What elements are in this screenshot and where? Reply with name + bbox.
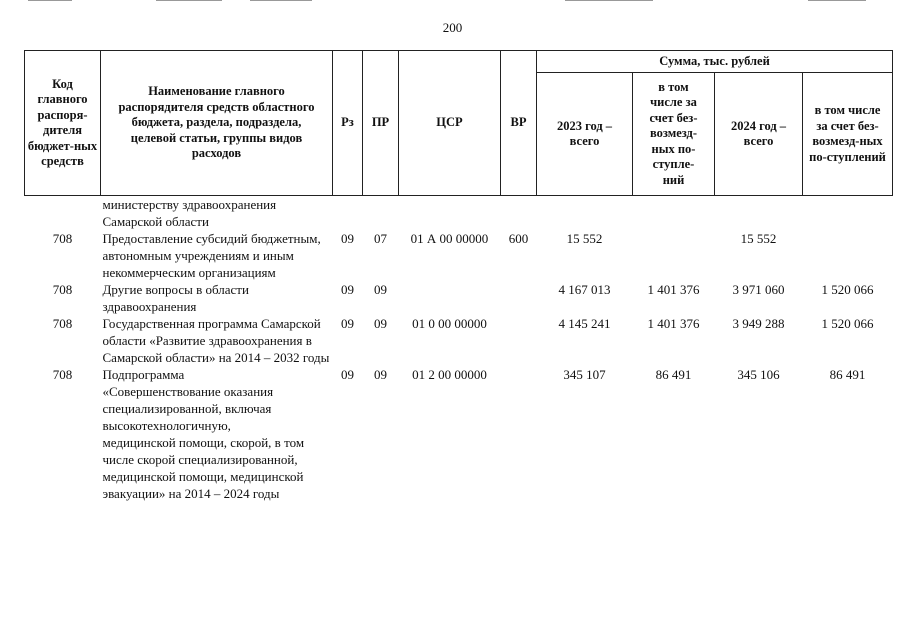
cell-pr [363,196,399,231]
cell-vr [501,315,537,366]
cell-vr [501,196,537,231]
header-2024-grants: в том числе за счет без-возмезд-ных по-ступлений [803,73,893,196]
header-vr: ВР [501,51,537,196]
scan-edge-marks [0,0,905,4]
cell-2023-grants: 1 401 376 [647,316,700,331]
cell-pr: 09 [374,282,387,297]
cell-code: 708 [52,316,73,331]
cell-2024-grants [803,196,893,231]
cell-csr [399,281,501,315]
header-sum: Сумма, тыс. рублей [537,51,893,73]
cell-vr [501,281,537,315]
cell-csr: 01 2 00 00000 [412,367,487,382]
cell-csr: 01 А 00 00000 [410,231,489,246]
cell-pr: 09 [374,316,387,331]
cell-2023-total: 4 145 241 [558,316,611,331]
cell-name: министерству здравоохранения Самарской области [102,197,277,229]
cell-2024-total: 3 971 060 [732,282,785,297]
cell-2023-grants: 1 401 376 [647,282,700,297]
cell-rz: 09 [341,367,354,382]
cell-vr: 600 [508,231,529,246]
cell-2023-grants [633,196,715,231]
header-2023-grants: в том числе за счет без-возмезд-ных по-ступле-ний [633,73,715,196]
cell-csr [399,196,501,231]
cell-2024-grants: 1 520 066 [821,316,874,331]
header-name: Наименование главного распорядителя средств областного бюджета, раздела, подраздела, целевой статьи, группы видов расходов [101,51,333,196]
cell-rz: 09 [341,231,354,246]
cell-2023-grants: 86 491 [655,367,692,382]
table-row-continuation [25,196,893,231]
header-csr: ЦСР [399,51,501,196]
cell-2023-total [537,196,633,231]
cell-2023-total: 345 107 [563,367,606,382]
header-2024-total: 2024 год – всего [715,73,803,196]
cell-code [25,196,101,231]
page-number: 200 [442,20,463,35]
table-row [25,366,893,502]
cell-code: 708 [52,367,73,382]
cell-rz: 09 [341,316,354,331]
cell-code: 708 [52,282,73,297]
cell-2024-grants: 1 520 066 [821,282,874,297]
cell-pr: 07 [374,231,387,246]
cell-code: 708 [52,231,73,246]
cell-2024-total: 3 949 288 [732,316,785,331]
cell-name: Предоставление субсидий бюджетным, автономным учреждениям и иным некоммерческим организациям [102,231,321,280]
cell-name: Подпрограмма «Совершенствование оказания специализированной, включая высокотехнологичную, медицинской помощи, скорой, в том числе скорой специализированной, медицинской помощи, медицинской эвакуации» на 2014 – 2024 годы [102,367,305,501]
cell-2023-total: 15 552 [566,231,603,246]
cell-pr: 09 [374,367,387,382]
table-header-row-1 [25,51,893,73]
cell-2024-grants [803,230,893,281]
cell-vr [501,366,537,502]
cell-csr: 01 0 00 00000 [412,316,487,331]
cell-2024-grants: 86 491 [829,367,866,382]
header-rz: Рз [333,51,363,196]
header-pr: ПР [363,51,399,196]
cell-2023-grants [633,230,715,281]
cell-2023-total: 4 167 013 [558,282,611,297]
table-row [25,230,893,281]
header-code: Код главного распоря-дителя бюджет-ных средств [25,51,101,196]
table-row [25,281,893,315]
cell-rz: 09 [341,282,354,297]
table-row [25,315,893,366]
budget-table [24,50,893,502]
cell-rz [333,196,363,231]
cell-2024-total [715,196,803,231]
header-2023-total: 2023 год – всего [537,73,633,196]
cell-2024-total: 345 106 [737,367,780,382]
cell-name: Другие вопросы в области здравоохранения [102,282,249,314]
cell-name: Государственная программа Самарской области «Развитие здравоохранения в Самарской области» на 2014 – 2032 годы [102,316,330,365]
cell-2024-total: 15 552 [740,231,777,246]
